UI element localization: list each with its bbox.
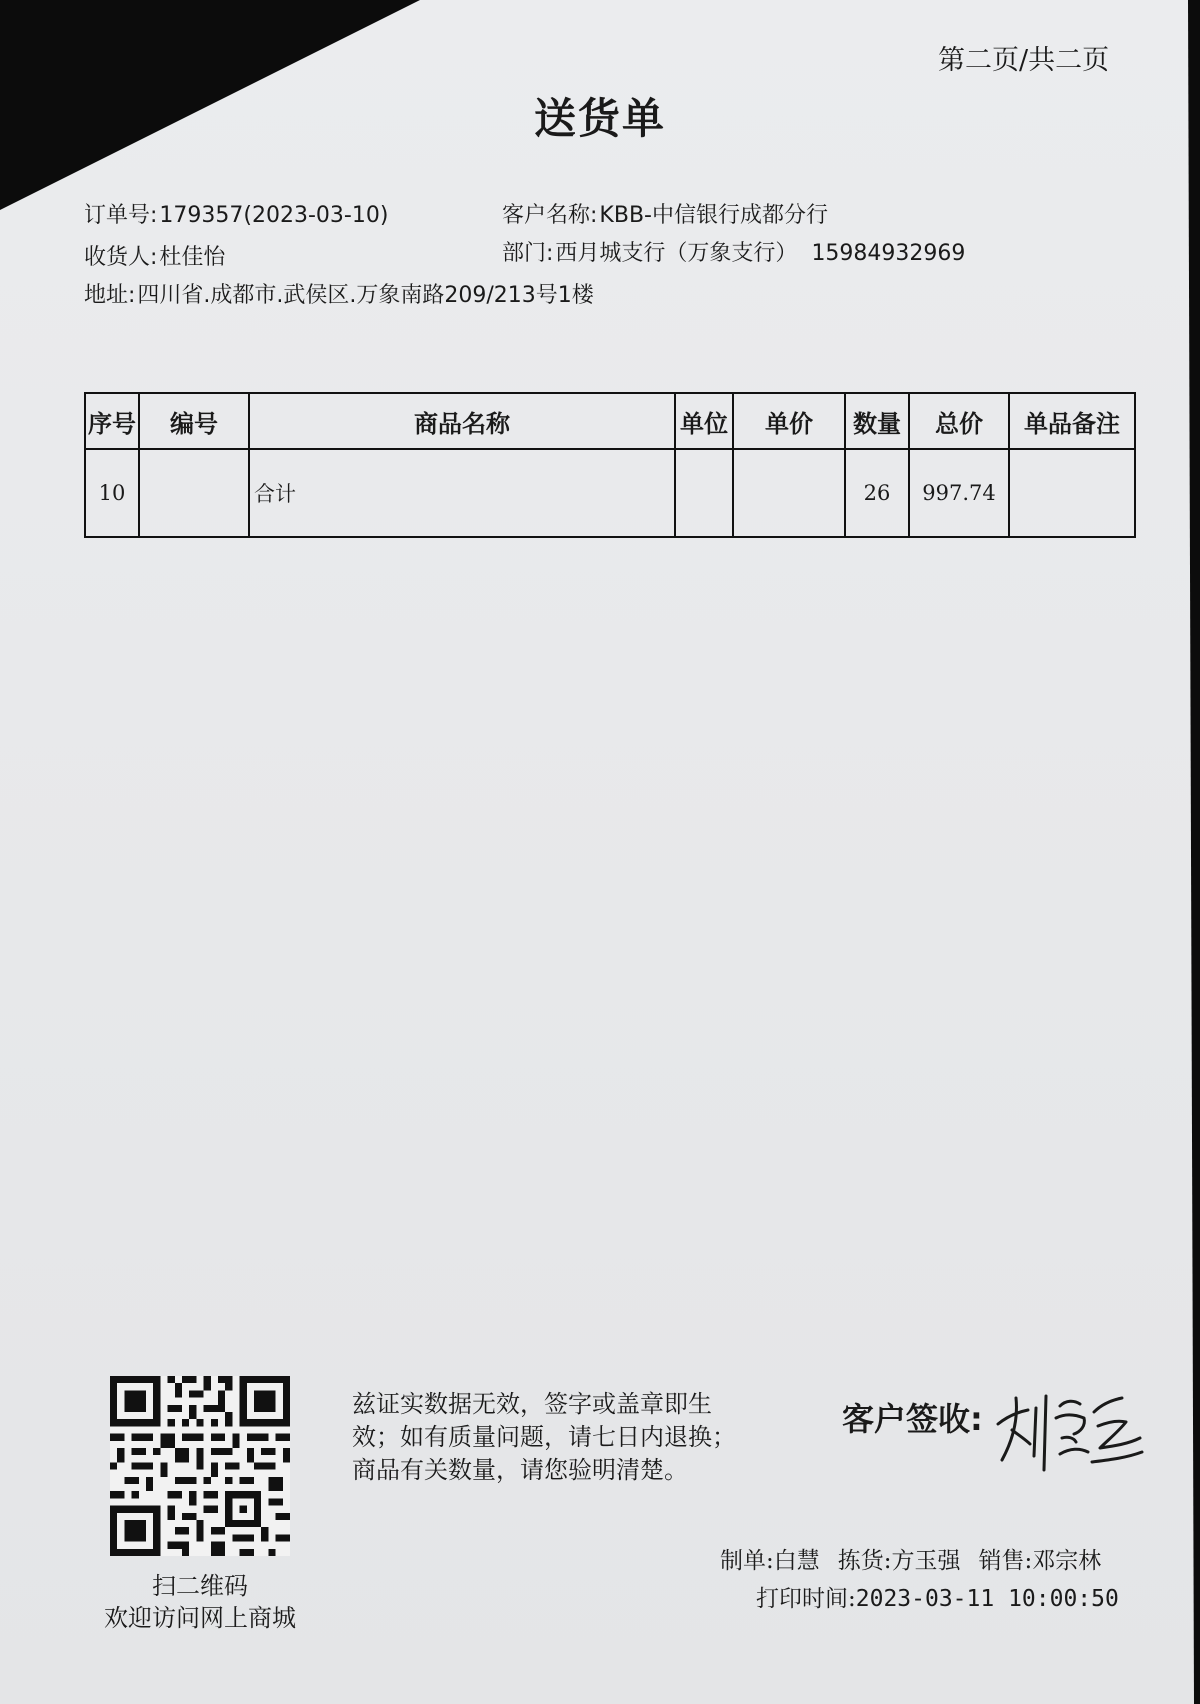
col-header-quantity: 数量 [845, 393, 909, 449]
address [84, 278, 594, 309]
order-number-label: 订单号: [84, 203, 158, 228]
table-row [85, 449, 1135, 537]
maker: 制单:白慧 [720, 1548, 820, 1574]
cell-remark [1009, 449, 1135, 537]
col-header-unit: 单位 [675, 393, 733, 449]
cell-total-price: 997.74 [909, 449, 1009, 537]
notice-line: 商品有关数量，请您验明清楚。 [352, 1456, 688, 1484]
department [502, 236, 965, 267]
items-table [84, 392, 1136, 538]
col-header-remark: 单品备注 [1009, 393, 1135, 449]
scan-shadow-edge [1188, 0, 1200, 1704]
print-time [756, 1580, 1119, 1613]
sales-person: 销售:邓宗林 [978, 1548, 1102, 1574]
cell-quantity: 26 [845, 449, 909, 537]
cell-seq: 10 [85, 449, 139, 537]
qr-caption-mall: 欢迎访问网上商城 [104, 1604, 296, 1632]
print-time-label: 打印时间: [756, 1586, 856, 1612]
qr-code-icon [110, 1376, 290, 1556]
address-value: 四川省.成都市.武侯区.万象南路209/213号1楼 [137, 283, 594, 308]
customer-name-value: KBB-中信银行成都分行 [599, 203, 828, 228]
col-header-seq: 序号 [85, 393, 139, 449]
notice-line: 效；如有质量问题，请七日内退换； [352, 1423, 736, 1451]
page-number: 第二页/共二页 [938, 45, 1110, 76]
picker: 拣货:方玉强 [837, 1548, 961, 1574]
col-header-product-name: 商品名称 [249, 393, 675, 449]
document-title: 送货单 [533, 94, 666, 143]
customer-name-label: 客户名称: [502, 203, 598, 228]
receiver-value: 杜佳怡 [159, 245, 226, 270]
receiver-label: 收货人: [84, 245, 158, 270]
notice-line: 兹证实数据无效，签字或盖章即生 [352, 1390, 712, 1418]
cell-code [139, 449, 249, 537]
col-header-unit-price: 单价 [733, 393, 845, 449]
col-header-total-price: 总价 [909, 393, 1009, 449]
handwritten-signature [990, 1378, 1150, 1488]
notice-text [352, 1388, 736, 1487]
department-value: 西月城支行（万象支行） [555, 241, 798, 266]
receiver [84, 240, 225, 271]
cell-unit [675, 449, 733, 537]
order-number-value: 179357(2023-03-10) [159, 203, 389, 228]
department-label: 部门: [502, 241, 554, 266]
customer-name [502, 198, 828, 229]
staff-info [720, 1542, 1101, 1575]
qr-caption-scan: 扫二维码 [152, 1572, 248, 1600]
address-label: 地址: [84, 283, 136, 308]
print-time-value: 2023-03-11 10:00:50 [855, 1586, 1119, 1612]
table-header-row [85, 393, 1135, 449]
customer-signature-label: 客户签收: [842, 1400, 983, 1438]
cell-unit-price [733, 449, 845, 537]
col-header-code: 编号 [139, 393, 249, 449]
department-phone: 15984932969 [811, 241, 966, 266]
order-number [84, 198, 388, 229]
cell-product-name: 合计 [249, 449, 675, 537]
